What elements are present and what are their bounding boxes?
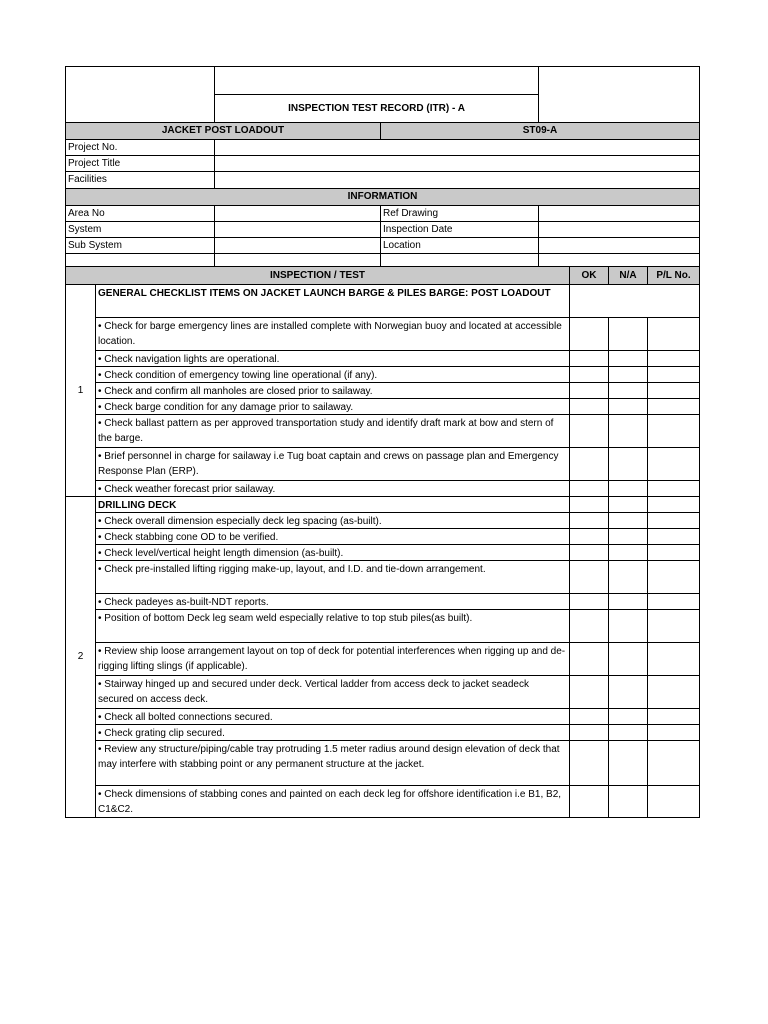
pl-no-field[interactable]	[647, 560, 700, 594]
ok-checkbox[interactable]	[569, 544, 609, 561]
blank-row-cell	[538, 253, 700, 267]
na-checkbox[interactable]	[608, 366, 648, 383]
checklist-item: • Review ship loose arrangement layout on top of deck for potential interferences when rigging up and de-rigging lifting slings (if applicable).	[95, 642, 570, 676]
na-checkbox[interactable]	[608, 496, 648, 513]
pl-no-field[interactable]	[647, 496, 700, 513]
checklist-item: • Review any structure/piping/cable tray protruding 1.5 meter radius around design elevation of deck that may interfere with stabbing point or any permanent structure at the jacket.	[95, 740, 570, 786]
facilities-field[interactable]	[214, 171, 700, 189]
pl-no-field[interactable]	[647, 447, 700, 481]
na-checkbox[interactable]	[608, 414, 648, 448]
ok-checkbox[interactable]	[569, 708, 609, 725]
section-heading-status-cell	[569, 284, 700, 318]
project-no-field[interactable]	[214, 139, 700, 156]
ok-checkbox[interactable]	[569, 528, 609, 545]
checklist-item: • Check level/vertical height length dimension (as-built).	[95, 544, 570, 561]
pl-no-field[interactable]	[647, 512, 700, 529]
na-checkbox[interactable]	[608, 350, 648, 367]
ok-checkbox[interactable]	[569, 642, 609, 676]
section-number: 2	[65, 496, 96, 818]
na-checkbox[interactable]	[608, 528, 648, 545]
pl-no-field[interactable]	[647, 675, 700, 709]
checklist-item: • Check padeyes as-built-NDT reports.	[95, 593, 570, 610]
area-no-label: Area No	[65, 205, 215, 222]
checklist-item: • Check stabbing cone OD to be verified.	[95, 528, 570, 545]
project-title-field[interactable]	[214, 155, 700, 172]
pl-no-field[interactable]	[647, 740, 700, 786]
ok-checkbox[interactable]	[569, 724, 609, 741]
blank-row-cell	[65, 253, 215, 267]
ref-drawing-label: Ref Drawing	[380, 205, 539, 222]
checklist-item: • Check navigation lights are operational.	[95, 350, 570, 367]
na-checkbox[interactable]	[608, 512, 648, 529]
ok-checkbox[interactable]	[569, 512, 609, 529]
right-title-box	[538, 66, 700, 123]
inspection-date-field[interactable]	[538, 221, 700, 238]
ref-drawing-field[interactable]	[538, 205, 700, 222]
na-checkbox[interactable]	[608, 724, 648, 741]
checklist-item: • Check dimensions of stabbing cones and painted on each deck leg for offshore identification i.e B1, B2, C1&C2.	[95, 785, 570, 818]
ok-checkbox[interactable]	[569, 350, 609, 367]
na-checkbox[interactable]	[608, 609, 648, 643]
checklist-item: • Check all bolted connections secured.	[95, 708, 570, 725]
location-field[interactable]	[538, 237, 700, 254]
itr-code: ST09-A	[380, 122, 700, 140]
inspection-test-record-sheet	[65, 66, 700, 818]
ok-checkbox[interactable]	[569, 317, 609, 351]
ok-checkbox[interactable]	[569, 480, 609, 497]
checklist-item: • Check barge condition for any damage prior to sailaway.	[95, 398, 570, 415]
na-checkbox[interactable]	[608, 447, 648, 481]
pl-no-field[interactable]	[647, 528, 700, 545]
checklist-item: • Check ballast pattern as per approved transportation study and identify draft mark at bow and stern of the barge.	[95, 414, 570, 448]
ok-checkbox[interactable]	[569, 414, 609, 448]
checklist-item: • Check pre-installed lifting rigging make-up, layout, and I.D. and tie-down arrangement.	[95, 560, 570, 594]
checklist-item: • Check for barge emergency lines are installed complete with Norwegian buoy and located at accessible location.	[95, 317, 570, 351]
na-checkbox[interactable]	[608, 785, 648, 818]
document-title: INSPECTION TEST RECORD (ITR) - A	[214, 94, 539, 123]
checklist-item: • Check condition of emergency towing line operational (if any).	[95, 366, 570, 383]
checklist-item: • Brief personnel in charge for sailaway i.e Tug boat captain and crews on passage plan and Emergency Response Plan (ERP).	[95, 447, 570, 481]
pl-no-field[interactable]	[647, 708, 700, 725]
sub-system-label: Sub System	[65, 237, 215, 254]
section-heading: GENERAL CHECKLIST ITEMS ON JACKET LAUNCH BARGE & PILES BARGE: POST LOADOUT	[95, 284, 570, 318]
pl-no-field[interactable]	[647, 544, 700, 561]
blank-row-cell	[380, 253, 539, 267]
pl-no-field[interactable]	[647, 382, 700, 399]
ok-checkbox[interactable]	[569, 366, 609, 383]
ok-checkbox[interactable]	[569, 740, 609, 786]
logo-box	[65, 66, 215, 123]
checklist-item: • Check weather forecast prior sailaway.	[95, 480, 570, 497]
checklist-item: • Check grating clip secured.	[95, 724, 570, 741]
pl-no-field[interactable]	[647, 724, 700, 741]
section-heading: DRILLING DECK	[95, 496, 570, 513]
na-checkbox[interactable]	[608, 544, 648, 561]
pl-no-field[interactable]	[647, 317, 700, 351]
jacket-post-loadout-label: JACKET POST LOADOUT	[65, 122, 381, 140]
title-top-box	[214, 66, 539, 95]
inspection-date-label: Inspection Date	[380, 221, 539, 238]
ok-checkbox[interactable]	[569, 609, 609, 643]
ok-checkbox[interactable]	[569, 675, 609, 709]
na-checkbox[interactable]	[608, 593, 648, 610]
checklist-item: • Check overall dimension especially deck leg spacing (as-built).	[95, 512, 570, 529]
pl-no-field[interactable]	[647, 366, 700, 383]
na-checkbox[interactable]	[608, 317, 648, 351]
checklist-item: • Check and confirm all manholes are closed prior to sailaway.	[95, 382, 570, 399]
pl-no-header: P/L No.	[647, 266, 700, 285]
inspection-test-header: INSPECTION / TEST	[65, 266, 570, 285]
area-no-field[interactable]	[214, 205, 381, 222]
na-checkbox[interactable]	[608, 398, 648, 415]
na-checkbox[interactable]	[608, 642, 648, 676]
ok-checkbox[interactable]	[569, 398, 609, 415]
ok-checkbox[interactable]	[569, 785, 609, 818]
checklist-item: • Position of bottom Deck leg seam weld especially relative to top stub piles(as built).	[95, 609, 570, 643]
na-checkbox[interactable]	[608, 560, 648, 594]
pl-no-field[interactable]	[647, 609, 700, 643]
ok-checkbox[interactable]	[569, 382, 609, 399]
pl-no-field[interactable]	[647, 785, 700, 818]
system-field[interactable]	[214, 221, 381, 238]
project-no-label: Project No.	[65, 139, 215, 156]
pl-no-field[interactable]	[647, 642, 700, 676]
information-heading: INFORMATION	[65, 188, 700, 206]
location-label: Location	[380, 237, 539, 254]
na-checkbox[interactable]	[608, 382, 648, 399]
pl-no-field[interactable]	[647, 398, 700, 415]
na-checkbox[interactable]	[608, 740, 648, 786]
ok-header: OK	[569, 266, 609, 285]
pl-no-field[interactable]	[647, 350, 700, 367]
na-checkbox[interactable]	[608, 675, 648, 709]
ok-checkbox[interactable]	[569, 447, 609, 481]
project-title-label: Project Title	[65, 155, 215, 172]
section-number: 1	[65, 284, 96, 497]
sub-system-field[interactable]	[214, 237, 381, 254]
blank-row-cell	[214, 253, 381, 267]
ok-checkbox[interactable]	[569, 496, 609, 513]
na-header: N/A	[608, 266, 648, 285]
na-checkbox[interactable]	[608, 708, 648, 725]
pl-no-field[interactable]	[647, 480, 700, 497]
pl-no-field[interactable]	[647, 414, 700, 448]
na-checkbox[interactable]	[608, 480, 648, 497]
checklist-item: • Stairway hinged up and secured under deck. Vertical ladder from access deck to jacket seadeck secured on access deck.	[95, 675, 570, 709]
ok-checkbox[interactable]	[569, 593, 609, 610]
system-label: System	[65, 221, 215, 238]
ok-checkbox[interactable]	[569, 560, 609, 594]
facilities-label: Facilities	[65, 171, 215, 189]
pl-no-field[interactable]	[647, 593, 700, 610]
